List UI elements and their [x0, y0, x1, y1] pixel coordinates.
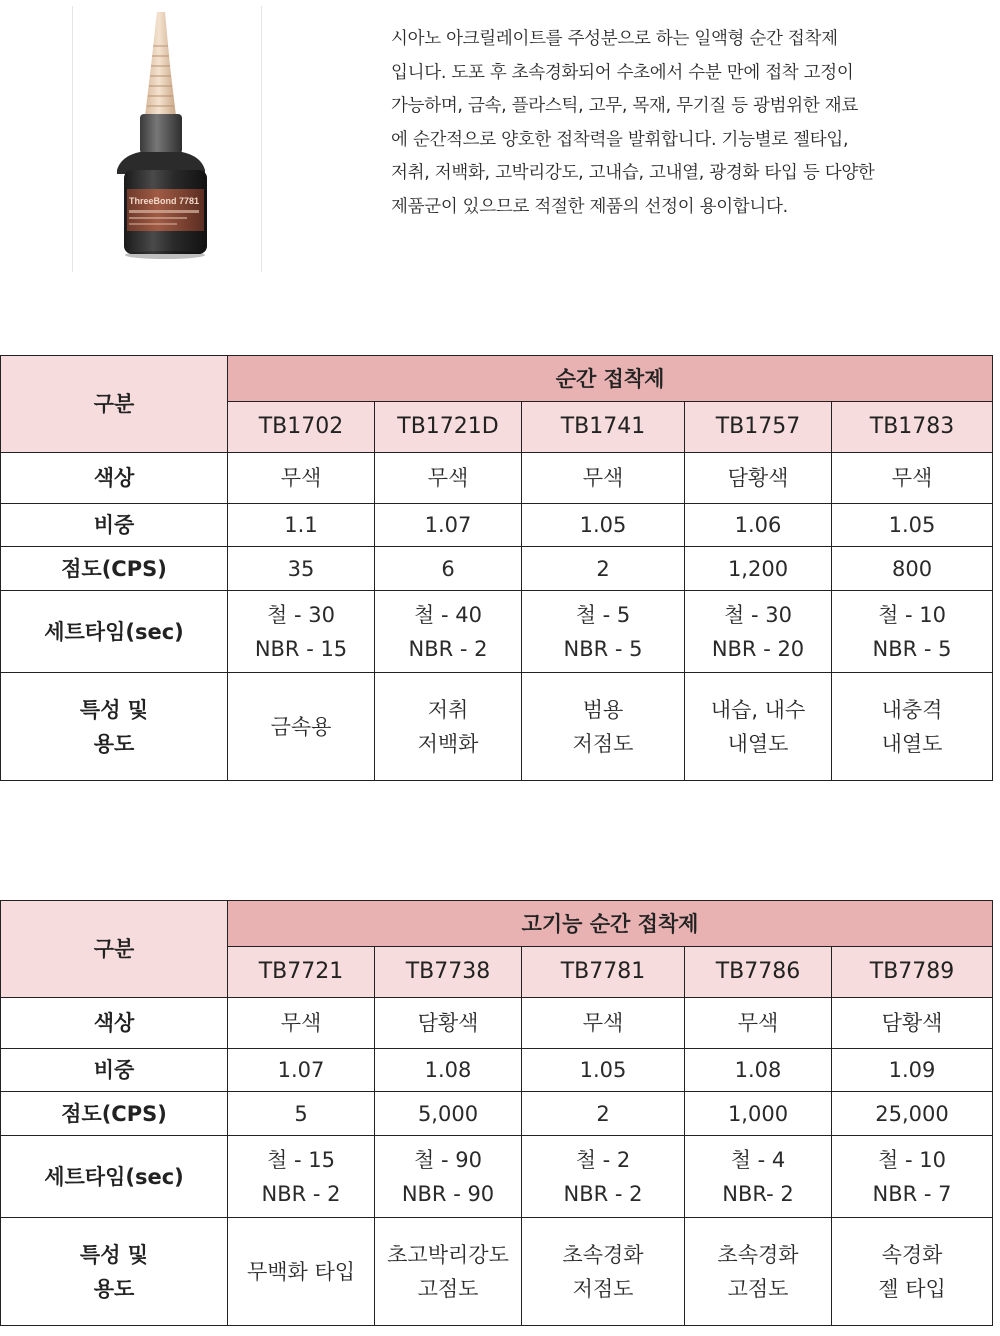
settime-nbr: NBR - 15 — [254, 636, 348, 661]
viscosity-cell: 35 — [228, 547, 375, 591]
product-image-frame — [72, 6, 262, 272]
usage-line: 젤 타입 — [878, 1276, 946, 1301]
usage-cell — [522, 673, 685, 781]
settime-steel: 철 - 4 — [730, 1147, 786, 1172]
gravity-cell: 1.08 — [375, 1049, 522, 1092]
gravity-cell: 1.09 — [832, 1049, 993, 1092]
usage-line: 내충격 — [881, 697, 943, 722]
model-header: TB7789 — [832, 947, 993, 998]
spec-table-high-performance-adhesive — [0, 900, 993, 1326]
settime-nbr: NBR- 2 — [722, 1181, 794, 1206]
group-title: 순간 접착제 — [228, 356, 993, 402]
row-label-color: 색상 — [1, 453, 228, 504]
description-line: 저취, 저백화, 고박리강도, 고내습, 고내열, 광경화 타입 등 다양한 — [391, 163, 875, 184]
viscosity-cell: 5 — [228, 1092, 375, 1136]
color-cell: 무색 — [228, 998, 375, 1049]
color-cell: 무색 — [522, 998, 685, 1049]
viscosity-cell: 6 — [375, 547, 522, 591]
settime-cell — [832, 591, 993, 673]
model-header: TB7738 — [375, 947, 522, 998]
settime-steel: 철 - 10 — [878, 1147, 946, 1172]
row-label-gravity: 비중 — [1, 504, 228, 547]
usage-cell — [228, 1218, 375, 1326]
settime-nbr: NBR - 5 — [563, 636, 643, 661]
gravity-cell: 1.07 — [375, 504, 522, 547]
usage-line: 속경화 — [881, 1242, 943, 1267]
settime-steel: 철 - 2 — [575, 1147, 631, 1172]
row-label-usage — [1, 673, 228, 781]
usage-line: 초속경화 — [717, 1242, 799, 1267]
settime-nbr: NBR - 2 — [408, 636, 488, 661]
row-label-settime: 세트타임(sec) — [1, 591, 228, 673]
settime-nbr: NBR - 2 — [563, 1181, 643, 1206]
gravity-cell: 1.05 — [522, 1049, 685, 1092]
color-cell: 무색 — [228, 453, 375, 504]
settime-cell — [375, 1136, 522, 1218]
usage-line: 범용 — [582, 697, 624, 722]
color-cell: 무색 — [832, 453, 993, 504]
viscosity-cell: 5,000 — [375, 1092, 522, 1136]
usage-line: 저백화 — [417, 731, 479, 756]
color-cell: 무색 — [375, 453, 522, 504]
settime-cell — [522, 591, 685, 673]
usage-cell — [228, 673, 375, 781]
model-header: TB1741 — [522, 402, 685, 453]
settime-cell — [228, 1136, 375, 1218]
model-header: TB7721 — [228, 947, 375, 998]
usage-line: 고점도 — [727, 1276, 789, 1301]
usage-line: 저점도 — [572, 731, 634, 756]
model-header: TB1783 — [832, 402, 993, 453]
gravity-cell: 1.1 — [228, 504, 375, 547]
settime-steel: 철 - 30 — [724, 602, 792, 627]
description-line: 시아노 아크릴레이트를 주성분으로 하는 일액형 순간 접착제 — [391, 29, 838, 49]
row-label-viscosity: 점도(CPS) — [1, 1092, 228, 1136]
usage-cell — [832, 1218, 993, 1326]
model-header: TB1757 — [685, 402, 832, 453]
usage-line: 무백화 타입 — [246, 1259, 356, 1284]
usage-line: 내열도 — [881, 731, 943, 756]
usage-line: 초속경화 — [562, 1242, 644, 1267]
usage-cell — [375, 673, 522, 781]
settime-steel: 철 - 30 — [267, 602, 335, 627]
description-line: 에 순간적으로 양호한 접착력을 발휘합니다. 기능별로 젤타입, — [391, 129, 849, 150]
usage-line: 저취 — [427, 697, 469, 722]
color-cell: 담황색 — [685, 453, 832, 504]
corner-label: 구분 — [1, 356, 228, 453]
color-cell: 담황색 — [832, 998, 993, 1049]
usage-cell — [522, 1218, 685, 1326]
description-line: 제품군이 있으므로 적절한 제품의 선정이 용이합니다. — [391, 196, 788, 217]
settime-cell — [832, 1136, 993, 1218]
spec-table-instant-adhesive — [0, 355, 993, 781]
gravity-cell: 1.06 — [685, 504, 832, 547]
settime-cell — [228, 591, 375, 673]
settime-nbr: NBR - 2 — [261, 1181, 341, 1206]
usage-line: 내습, 내수 — [710, 697, 806, 722]
settime-nbr: NBR - 5 — [872, 636, 952, 661]
usage-cell — [685, 1218, 832, 1326]
usage-cell — [832, 673, 993, 781]
viscosity-cell: 1,200 — [685, 547, 832, 591]
row-label-color: 색상 — [1, 998, 228, 1049]
bottle-label-brand: ThreeBond 7781 — [129, 196, 200, 206]
description-line: 가능하며, 금속, 플라스틱, 고무, 목재, 무기질 등 광범위한 재료 — [391, 96, 858, 117]
settime-steel: 철 - 90 — [414, 1147, 482, 1172]
gravity-cell: 1.08 — [685, 1049, 832, 1092]
settime-cell — [375, 591, 522, 673]
settime-steel: 철 - 15 — [267, 1147, 335, 1172]
row-label-usage-line: 특성 및 — [79, 1242, 149, 1267]
settime-nbr: NBR - 20 — [711, 636, 805, 661]
corner-label: 구분 — [1, 901, 228, 998]
adhesive-bottle-photo — [73, 6, 263, 272]
viscosity-cell: 2 — [522, 1092, 685, 1136]
row-label-usage-line: 특성 및 — [79, 697, 149, 722]
usage-line: 저점도 — [572, 1276, 634, 1301]
settime-cell — [685, 1136, 832, 1218]
viscosity-cell: 2 — [522, 547, 685, 591]
description-line: 입니다. 도포 후 초속경화되어 수초에서 수분 만에 접착 고정이 — [391, 62, 854, 83]
settime-cell — [522, 1136, 685, 1218]
model-header: TB1702 — [228, 402, 375, 453]
row-label-viscosity: 점도(CPS) — [1, 547, 228, 591]
viscosity-cell: 25,000 — [832, 1092, 993, 1136]
usage-line: 금속용 — [270, 714, 332, 739]
product-description — [391, 23, 951, 225]
model-header: TB1721D — [375, 402, 522, 453]
usage-line: 내열도 — [727, 731, 789, 756]
usage-line: 초고박리강도 — [387, 1242, 509, 1267]
row-label-gravity: 비중 — [1, 1049, 228, 1092]
usage-line: 고점도 — [417, 1276, 479, 1301]
group-title: 고기능 순간 접착제 — [228, 901, 993, 947]
viscosity-cell: 800 — [832, 547, 993, 591]
settime-steel: 철 - 10 — [878, 602, 946, 627]
settime-nbr: NBR - 90 — [401, 1181, 495, 1206]
row-label-settime: 세트타임(sec) — [1, 1136, 228, 1218]
color-cell: 무색 — [522, 453, 685, 504]
row-label-usage-line: 용도 — [93, 731, 135, 756]
color-cell: 담황색 — [375, 998, 522, 1049]
model-header: TB7781 — [522, 947, 685, 998]
color-cell: 무색 — [685, 998, 832, 1049]
settime-cell — [685, 591, 832, 673]
settime-nbr: NBR - 7 — [872, 1181, 952, 1206]
gravity-cell: 1.07 — [228, 1049, 375, 1092]
viscosity-cell: 1,000 — [685, 1092, 832, 1136]
settime-steel: 철 - 5 — [575, 602, 631, 627]
usage-cell — [685, 673, 832, 781]
gravity-cell: 1.05 — [832, 504, 993, 547]
usage-cell — [375, 1218, 522, 1326]
settime-steel: 철 - 40 — [414, 602, 482, 627]
gravity-cell: 1.05 — [522, 504, 685, 547]
row-label-usage-line: 용도 — [93, 1276, 135, 1301]
model-header: TB7786 — [685, 947, 832, 998]
row-label-usage — [1, 1218, 228, 1326]
